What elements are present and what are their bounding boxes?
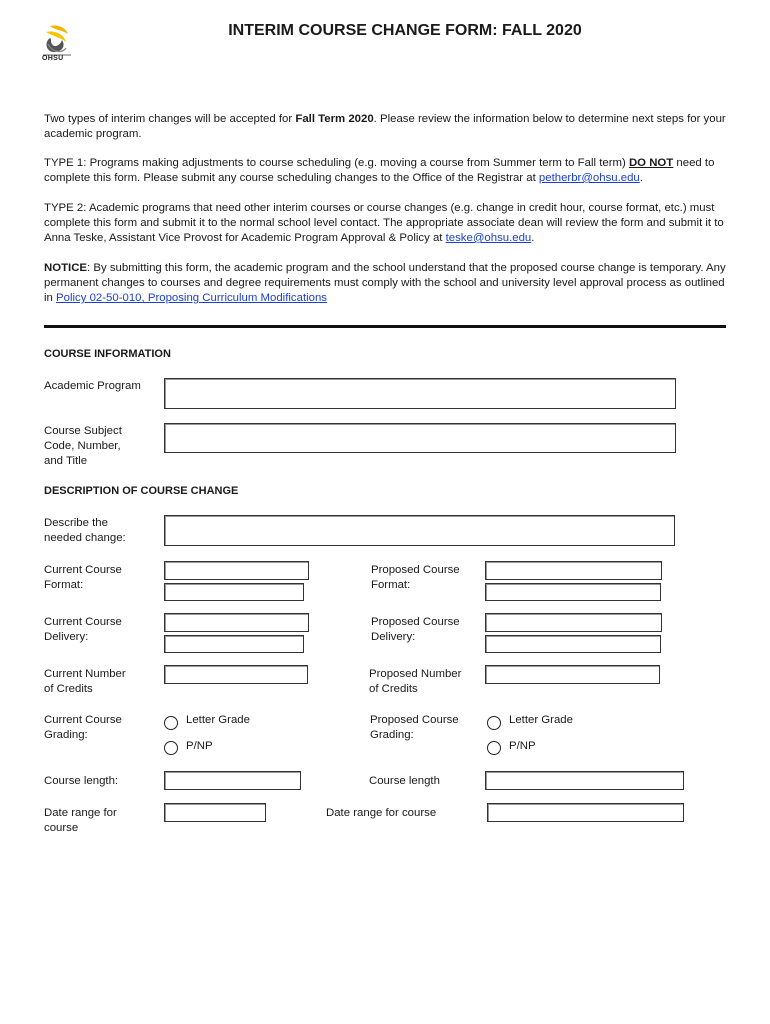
proposed-delivery-label: Proposed Course Delivery: <box>371 616 460 643</box>
type1-paragraph: TYPE 1: Programs making adjustments to course scheduling (e.g. moving a course from Summer term to Fall term) DO NOT need to complete this form. Please submit any course scheduling changes to the Office of the Registrar at petherbr@ohsu.edu. <box>44 157 715 184</box>
proposed-credits-input[interactable] <box>485 665 660 684</box>
registrar-email-link[interactable]: petherbr@ohsu.edu <box>538 172 640 184</box>
description-heading: DESCRIPTION OF COURSE CHANGE <box>44 485 239 497</box>
date-range-input[interactable] <box>164 803 266 822</box>
proposed-delivery-input-2[interactable] <box>485 635 661 653</box>
course-length-label: Course length: <box>44 775 119 787</box>
current-format-label: Current Course Format: <box>44 564 122 591</box>
proposed-date-range-label: Date range for course <box>326 807 437 819</box>
academic-program-input[interactable] <box>164 378 676 409</box>
course-subject-label: Course Subject Code, Number, and Title <box>44 425 122 467</box>
describe-change-input[interactable] <box>164 515 675 546</box>
current-delivery-input-2[interactable] <box>164 635 304 653</box>
proposed-format-input-2[interactable] <box>485 583 661 601</box>
intro-paragraph: Two types of interim changes will be accepted for Fall Term 2020. Please review the information below to determine next steps for your academic program. <box>44 113 726 140</box>
current-grading-label: Current Course Grading: <box>44 714 122 741</box>
notice-paragraph: NOTICE: By submitting this form, the academic program and the school understand that the proposed course change is temporary. Any permanent changes to courses and degree requirements must comply with the school and university level approval process as outlined in Policy 02-50-010, Proposing Curriculum Modifications <box>44 262 726 304</box>
current-delivery-input-1[interactable] <box>164 613 309 632</box>
proposed-course-length-label: Course length <box>369 775 440 787</box>
academic-program-label: Academic Program <box>44 380 141 392</box>
proposed-grading-label: Proposed Course Grading: <box>370 714 459 741</box>
proposed-grading-letter-label: Letter Grade <box>509 714 573 726</box>
proposed-format-label: Proposed Course Format: <box>371 564 460 591</box>
teske-email-link[interactable]: teske@ohsu.edu <box>445 232 532 244</box>
type2-paragraph: TYPE 2: Academic programs that need other interim courses or course changes (e.g. change in credit hour, course format, etc.) must complete this form and submit it to the normal school level contact. The appropriate associate dean will review the form and submit it to Anna Teske, Assistant Vice Provost for Academic Program Approval & Policy at teske@ohsu.edu. <box>44 202 724 244</box>
section-divider <box>44 325 726 328</box>
current-format-input-1[interactable] <box>164 561 309 580</box>
page-title: INTERIM COURSE CHANGE FORM: FALL 2020 <box>228 22 582 39</box>
current-grading-pnp-radio[interactable] <box>164 741 178 755</box>
course-length-input[interactable] <box>164 771 301 790</box>
logo-text: OHSU <box>42 55 64 62</box>
policy-link[interactable]: Policy 02-50-010, Proposing Curriculum Modifications <box>56 292 327 304</box>
proposed-grading-letter-radio[interactable] <box>487 716 501 730</box>
proposed-course-length-input[interactable] <box>485 771 684 790</box>
proposed-grading-pnp-radio[interactable] <box>487 741 501 755</box>
current-credits-label: Current Number of Credits <box>44 668 126 695</box>
current-format-input-2[interactable] <box>164 583 304 601</box>
course-subject-input[interactable] <box>164 423 676 453</box>
proposed-credits-label: Proposed Number of Credits <box>369 668 462 695</box>
proposed-grading-pnp-label: P/NP <box>509 740 536 752</box>
proposed-delivery-input-1[interactable] <box>485 613 662 632</box>
current-grading-letter-radio[interactable] <box>164 716 178 730</box>
course-info-heading: COURSE INFORMATION <box>44 348 171 360</box>
current-delivery-label: Current Course Delivery: <box>44 616 122 643</box>
date-range-label: Date range for course <box>44 807 117 834</box>
describe-change-label: Describe the needed change: <box>44 517 126 544</box>
proposed-format-input-1[interactable] <box>485 561 662 580</box>
current-grading-pnp-label: P/NP <box>186 740 213 752</box>
current-grading-letter-label: Letter Grade <box>186 714 250 726</box>
current-credits-input[interactable] <box>164 665 308 684</box>
proposed-date-range-input[interactable] <box>487 803 684 822</box>
